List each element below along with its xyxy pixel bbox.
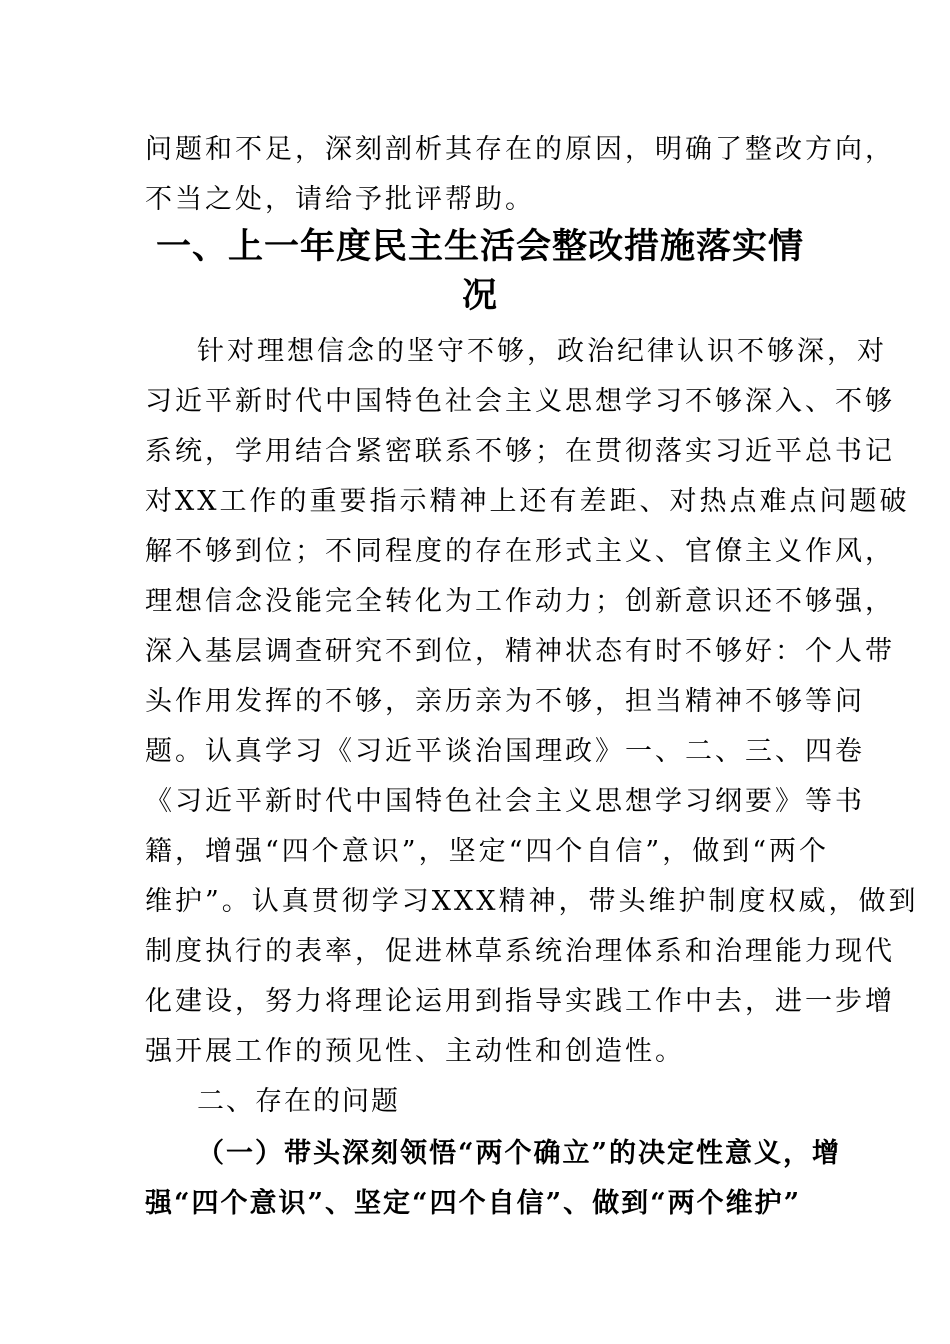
section2-title: 二、存在的问题 bbox=[197, 1086, 400, 1117]
section1-body-line-4: 对XX工作的重要指示精神上还有差距、对热点难点问题破 bbox=[145, 486, 910, 517]
section1-body-line-11: 籍，增强“四个意识”，坚定“四个自信”，做到“两个 bbox=[145, 836, 830, 867]
section1-body-line-14: 化建设，努力将理论运用到指导实践工作中去，进一步增 bbox=[145, 986, 895, 1017]
section1-body-line-15: 强开展工作的预见性、主动性和创造性。 bbox=[145, 1036, 685, 1067]
section1-body-line-6: 理想信念没能完全转化为工作动力；创新意识还不够强， bbox=[145, 586, 895, 617]
section1-body-line-2: 习近平新时代中国特色社会主义思想学习不够深入、不够 bbox=[145, 386, 895, 417]
section1-body-line-10: 《习近平新时代中国特色社会主义思想学习纲要》等书 bbox=[145, 786, 865, 817]
section1-body-line-5: 解不够到位；不同程度的存在形式主义、官僚主义作风， bbox=[145, 536, 895, 567]
section1-title-line-1: 一、上一年度民主生活会整改措施落实情 bbox=[155, 227, 804, 267]
section2-subheading-line-2: 强“四个意识”、坚定“四个自信”、做到“两个维护” bbox=[145, 1188, 802, 1219]
section1-body-line-3: 系统，学用结合紧密联系不够；在贯彻落实习近平总书记 bbox=[145, 436, 895, 467]
section1-title-line-2: 况 bbox=[461, 276, 498, 316]
section1-body-line-13: 制度执行的表率，促进林草系统治理体系和治理能力现代 bbox=[145, 936, 895, 967]
intro-line-1: 问题和不足，深刻剖析其存在的原因，明确了整改方向， bbox=[145, 134, 895, 165]
section2-subheading-line-1: （一）带头深刻领悟“两个确立”的决定性意义，增 bbox=[197, 1138, 842, 1169]
section1-body-line-8: 头作用发挥的不够，亲历亲为不够，担当精神不够等问 bbox=[145, 686, 865, 717]
section1-body-line-1: 针对理想信念的坚守不够，政治纪律认识不够深，对 bbox=[197, 336, 887, 367]
intro-line-2: 不当之处，请给予批评帮助。 bbox=[145, 184, 535, 215]
section1-body-line-12: 维护”。认真贯彻学习XXX精神，带头维护制度权威，做到 bbox=[145, 886, 919, 917]
section1-body-line-7: 深入基层调查研究不到位，精神状态有时不够好：个人带 bbox=[145, 636, 895, 667]
section1-body-line-9: 题。认真学习《习近平谈治国理政》一、二、三、四卷 bbox=[145, 736, 865, 767]
